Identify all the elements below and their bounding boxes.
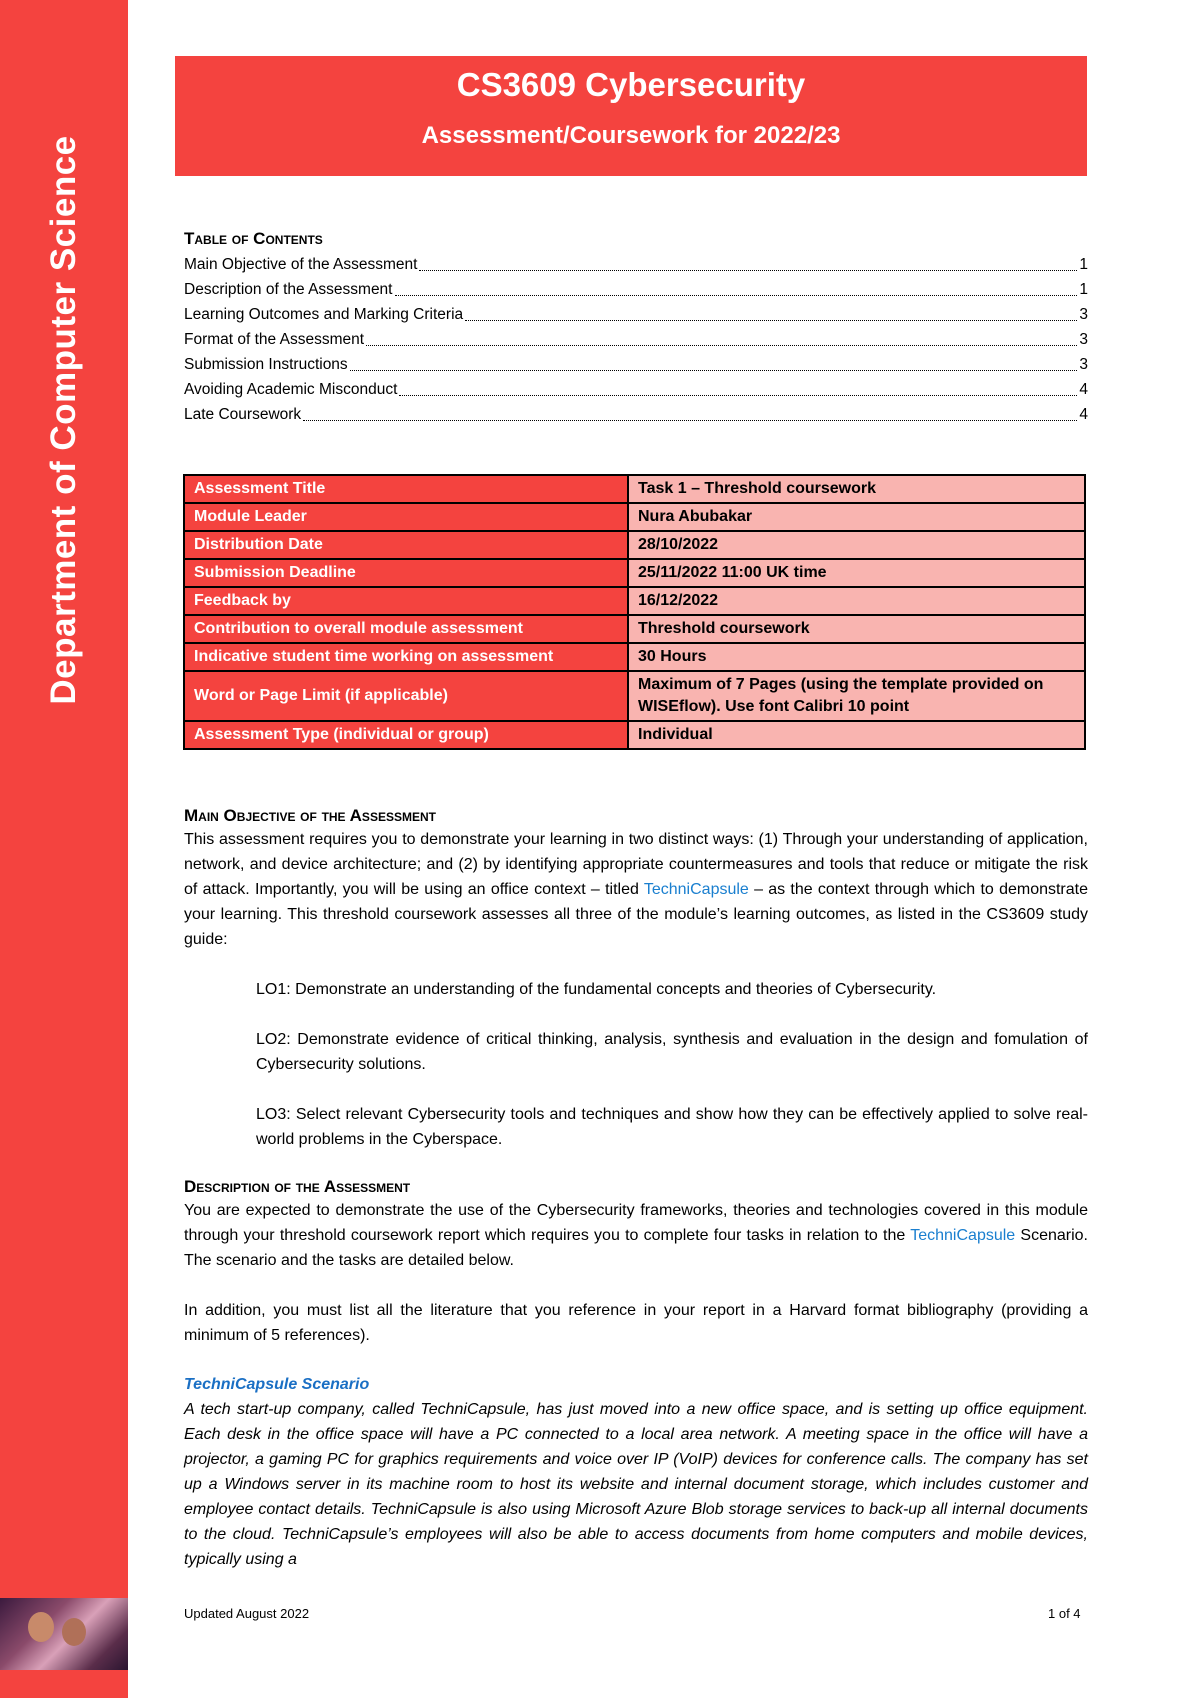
table-row [184,643,1085,671]
title-banner [175,56,1087,176]
info-value: Nura Abubakar [628,503,1085,531]
toc-item-label: Learning Outcomes and Marking Criteria [184,306,464,323]
info-key: Module Leader [184,503,628,531]
info-key: Word or Page Limit (if applicable) [184,671,628,721]
scenario-text: A tech start-up company, called TechniCapsule, has just moved into a new office space, and is setting up office equipment. Each desk in the office space will have a PC connected to a local area network. A meeting space in the office will have a projector, a gaming PC for graphics requirements and voice over IP (VoIP) devices for conference calls. The company has set up a Windows server in its machine room to host its website and internal document storage, which includes customer and employee contact details. TechniCapsule is also using Microsoft Azure Blob storage services to back-up all internal documents to the cloud. TechniCapsule’s employees will also be able to access documents from home computers and mobile devices, typically using a [184,1401,1088,1568]
toc-item[interactable] [184,277,1088,302]
people-photo [0,1598,128,1670]
toc-item[interactable] [184,327,1088,352]
info-key: Assessment Title [184,475,628,503]
info-key: Contribution to overall module assessment [184,615,628,643]
toc-item-label: Submission Instructions [184,356,348,373]
info-value: 30 Hours [628,643,1085,671]
toc-item[interactable] [184,352,1088,377]
table-row [184,475,1085,503]
info-value: 28/10/2022 [628,531,1085,559]
toc-list [184,252,1088,427]
info-key: Distribution Date [184,531,628,559]
info-value: Maximum of 7 Pages (using the template provided on WISEflow). Use font Calibri 10 point [628,671,1085,721]
toc-item-page: 3 [1079,356,1088,373]
table-row [184,721,1085,749]
toc-item-label: Avoiding Academic Misconduct [184,381,398,398]
assessment-subtitle: Assessment/Coursework for 2022/23 [421,122,841,149]
footer-page-number: 1 of 4 [1048,1606,1081,1621]
table-row [184,531,1085,559]
learning-outcome-3: LO3: Select relevant Cybersecurity tools and techniques and show how they can be effectively applied to solve real-world problems in the Cyberspace. [256,1106,1088,1148]
toc-item-label: Format of the Assessment [184,331,365,348]
info-key: Assessment Type (individual or group) [184,721,628,749]
description-section [184,1176,1088,1572]
description-heading: Description of the Assessment [184,1177,411,1196]
toc-heading: Table of Contents [184,229,323,248]
toc-item-label: Late Coursework [184,406,302,423]
toc-item[interactable] [184,302,1088,327]
main-objective-paragraph: This assessment requires you to demonstrate your learning in two distinct ways: (1) Through your understanding of application, network, and device architecture; and (2) by identifying appropriate countermeasures and tools that reduce or mitigate the risk of attack. Importantly, you will be using an office context – titled TechniCapsule – as the context through which to demonstrate your learning. This threshold coursework assesses all three of the module’s learning outcomes, as listed in the CS3609 study guide: [184,831,1089,948]
toc-item-page: 3 [1079,306,1088,323]
toc-item-page: 1 [1079,256,1088,273]
main-objective-heading: Main Objective of the Assessment [184,806,436,825]
table-row [184,587,1085,615]
learning-outcome-2: LO2: Demonstrate evidence of critical thinking, analysis, synthesis and evaluation in the design and fomulation of Cybersecurity solutions. [256,1031,1088,1073]
table-row [184,671,1085,721]
sidebar [0,0,128,1698]
info-value: Task 1 – Threshold coursework [628,475,1085,503]
footer-updated: Updated August 2022 [184,1606,310,1621]
toc-item-page: 3 [1079,331,1088,348]
toc-item-label: Description of the Assessment [184,281,393,298]
table-row [184,559,1085,587]
table-row [184,503,1085,531]
toc-item-page: 4 [1079,381,1088,398]
info-key: Indicative student time working on assessment [184,643,628,671]
toc-item-page: 1 [1079,281,1088,298]
technicapsule-link[interactable]: TechniCapsule [643,881,749,898]
department-label: Department of Computer Science [44,135,83,705]
toc-item[interactable] [184,252,1088,277]
info-value: 16/12/2022 [628,587,1085,615]
info-value: Threshold coursework [628,615,1085,643]
main-objective-section [184,805,1088,1152]
table-row [184,615,1085,643]
toc-item[interactable] [184,402,1088,427]
toc-item[interactable] [184,377,1088,402]
toc-item-page: 4 [1079,406,1088,423]
technicapsule-link-2[interactable]: TechniCapsule [910,1227,1016,1244]
info-value: 25/11/2022 11:00 UK time [628,559,1085,587]
learning-outcome-1: LO1: Demonstrate an understanding of the fundamental concepts and theories of Cybersecurity. [256,981,937,998]
info-value: Individual [628,721,1085,749]
toc-item-label: Main Objective of the Assessment [184,256,418,273]
description-paragraph-2: In addition, you must list all the literature that you reference in your report in a Harvard format bibliography (providing a minimum of 5 references). [184,1302,1088,1344]
table-of-contents [184,228,1088,427]
assessment-info-table [183,474,1086,750]
description-paragraph-1: You are expected to demonstrate the use of the Cybersecurity frameworks, theories and technologies covered in this module through your threshold coursework report which requires you to complete four tasks in relation to the TechniCapsule Scenario. The scenario and the tasks are detailed below. [184,1202,1088,1269]
info-key: Submission Deadline [184,559,628,587]
info-key: Feedback by [184,587,628,615]
scenario-heading: TechniCapsule Scenario [184,1376,370,1393]
module-title: CS3609 Cybersecurity [456,66,806,103]
